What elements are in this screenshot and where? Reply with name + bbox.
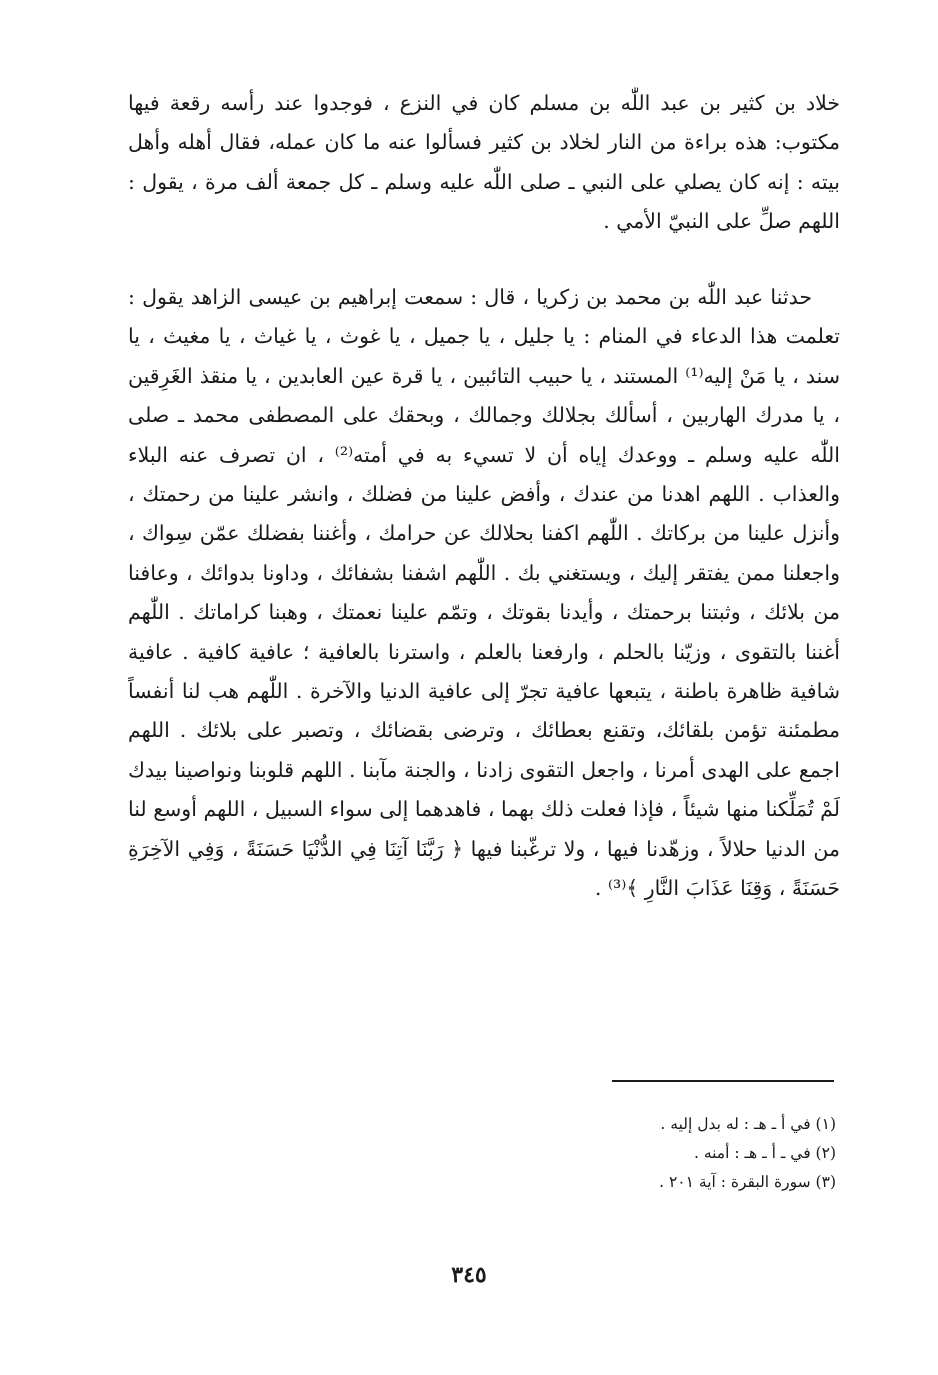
paragraph-2: حدثنا عبد اللّٰه بن محمد بن زكريا ، قال : سمعت إبراهيم بن عيسى الزاهد يقول : تعلمت هذا الدعاء في المنام : يا جليل ، يا جميل ، يا غوث ، يا غياث ، يا مغيث ، يا سند ، يا مَنْ إليه⁽¹⁾ المستند ، يا حبيب التائبين ، يا قرة عين العابدين ، يا منقذ الغَرِقين ، يا مدرك الهاربين ، أسألك بجلالك وجمالك ، وبحقك على المصطفى محمد ـ صلى اللّٰه عليه وسلم ـ ووعدك إياه أن لا تسيء به في أمته⁽²⁾ ، ان تصرف عنه البلاء والعذاب . اللهم اهدنا من عندك ، وأفض علينا من فضلك ، وانشر علينا من رحمتك ، وأنزل علينا من بركاتك . اللّٰهم اكفنا بحلالك عن حرامك ، وأغننا بفضلك عمّن سِواك ، واجعلنا ممن يفتقر إليك ، ويستغني بك . اللّٰهم اشفنا بشفائك ، وداونا بدوائك ، وعافنا من بلائك ، وثبتنا برحمتك ، وأيدنا بقوتك ، وتمّم علينا نعمتك ، وهبنا كراماتك . اللّٰهم أغننا بالتقوى ، وزيّنا بالحلم ، وارفعنا بالعلم ، واسترنا بالعافية ؛ عافية كافية . عافية شافية ظاهرة باطنة ، يتبعها عافية تجرّ إلى عافية الدنيا والآخرة . اللّٰهم هب لنا أنفساً مطمئنة تؤمن بلقائك، وتقنع بعطائك ، وترضى بقضائك ، وتصبر على بلائك . اللهم اجمع على الهدى أمرنا ، واجعل التقوى زادنا ، والجنة مآبنا . اللهم قلوبنا ونواصينا بيدك لَمْ تُمَلِّكنا منها شيئاً ، فإذا فعلت ذلك بهما ، فاهدهما إلى سواء السبيل ، اللهم أوسع لنا من الدنيا حلالاً ، وزهّدنا فيها ، ولا ترغّبنا فيها ﴿ رَبَّنَا آتِنَا فِي الدُّنْيَا حَسَنَةً ، وَفِي الآخِرَةِ حَسَنَةً ، وَقِنَا عَذَابَ النَّارِ ﴾⁽³⁾ . <box>128 285 841 901</box>
footnote-3: (٣) سورة البقرة : آية ٢٠١ . <box>659 1173 836 1191</box>
footnote-2: (٢) في ـ أ ـ هـ : أمنه . <box>693 1144 836 1162</box>
footnote-1: (١) في أ ـ هـ : له بدل إليه . <box>660 1115 836 1133</box>
footnote-separator <box>612 1080 834 1082</box>
page-number: ٣٤٥ <box>451 1262 487 1288</box>
footnotes <box>400 1110 836 1197</box>
paragraph-1: خلاد بن كثير بن عبد اللّٰه بن مسلم كان في النزع ، فوجدوا عند رأسه رقعة فيها مكتوب: هذه براءة من النار لخلاد بن كثير فسألوا عنه ما كان عمله، فقال أهله وأهل بيته : إنه كان يصلي على النبي ـ صلى اللّٰه عليه وسلم ـ كل جمعة ألف مرة ، يقول : اللهم صلِّ على النبيّ الأمي . <box>128 91 840 234</box>
